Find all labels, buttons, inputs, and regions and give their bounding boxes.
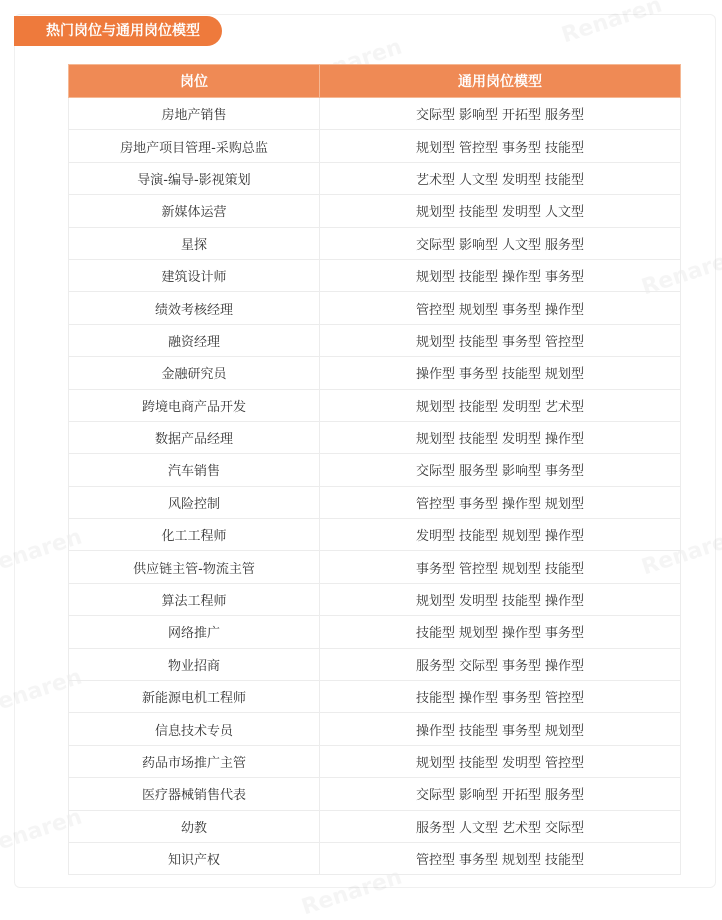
model-cell bbox=[320, 130, 681, 162]
model-tag: 技能型 bbox=[458, 334, 498, 350]
model-cell bbox=[320, 842, 681, 874]
model-tag: 事务型 bbox=[458, 853, 498, 869]
model-tag: 操作型 bbox=[502, 626, 542, 642]
job-cell: 算法工程师 bbox=[69, 583, 320, 615]
model-cell bbox=[320, 259, 681, 291]
section-title: 热门岗位与通用岗位模型 bbox=[14, 16, 222, 46]
model-cell bbox=[320, 454, 681, 486]
model-cell bbox=[320, 195, 681, 227]
job-cell: 绩效考核经理 bbox=[69, 292, 320, 324]
job-cell: 医疗器械销售代表 bbox=[69, 778, 320, 810]
model-tag: 管控型 bbox=[415, 853, 455, 869]
model-tag: 规划型 bbox=[502, 561, 542, 577]
model-tag: 服务型 bbox=[415, 820, 455, 836]
model-tag: 规划型 bbox=[415, 594, 455, 610]
table-row bbox=[69, 389, 681, 421]
model-tag: 操作型 bbox=[415, 367, 455, 383]
model-tag: 服务型 bbox=[545, 237, 585, 253]
model-cell bbox=[320, 681, 681, 713]
job-cell: 新媒体运营 bbox=[69, 195, 320, 227]
model-tag: 服务型 bbox=[545, 108, 585, 124]
model-tag: 影响型 bbox=[458, 788, 498, 804]
job-model-table bbox=[68, 64, 681, 875]
model-tag: 技能型 bbox=[458, 756, 498, 771]
job-cell: 网络推广 bbox=[69, 616, 320, 648]
model-tag: 交际型 bbox=[458, 658, 498, 674]
model-tag: 事务型 bbox=[545, 270, 585, 286]
model-cell bbox=[320, 421, 681, 453]
table-row bbox=[69, 259, 681, 291]
model-cell bbox=[320, 324, 681, 356]
model-cell bbox=[320, 551, 681, 583]
model-tag: 发明型 bbox=[502, 205, 542, 221]
table-row bbox=[69, 195, 681, 227]
job-cell: 化工工程师 bbox=[69, 519, 320, 551]
model-cell bbox=[320, 648, 681, 680]
model-tag: 发明型 bbox=[502, 756, 542, 771]
column-header-model: 通用岗位模型 bbox=[320, 65, 681, 98]
model-tag: 影响型 bbox=[458, 237, 498, 253]
job-cell: 新能源电机工程师 bbox=[69, 681, 320, 713]
model-tag: 发明型 bbox=[502, 399, 542, 415]
job-cell: 金融研究员 bbox=[69, 357, 320, 389]
model-cell bbox=[320, 357, 681, 389]
job-cell: 信息技术专员 bbox=[69, 713, 320, 745]
model-tag: 开拓型 bbox=[502, 108, 542, 124]
model-cell bbox=[320, 98, 681, 130]
model-tag: 技能型 bbox=[415, 691, 455, 707]
model-tag: 事务型 bbox=[502, 658, 542, 674]
model-tag: 技能型 bbox=[545, 853, 585, 869]
model-cell bbox=[320, 778, 681, 810]
model-tag: 管控型 bbox=[545, 691, 585, 707]
model-tag: 艺术型 bbox=[502, 820, 542, 836]
model-cell bbox=[320, 519, 681, 551]
model-tag: 发明型 bbox=[502, 172, 542, 188]
model-tag: 规划型 bbox=[415, 432, 455, 448]
table-row bbox=[69, 162, 681, 194]
model-tag: 操作型 bbox=[545, 302, 585, 318]
model-tag: 事务型 bbox=[458, 367, 498, 383]
job-cell: 建筑设计师 bbox=[69, 259, 320, 291]
table-row bbox=[69, 454, 681, 486]
model-tag: 规划型 bbox=[545, 367, 585, 383]
table-row bbox=[69, 778, 681, 810]
model-tag: 服务型 bbox=[458, 464, 498, 480]
model-tag: 规划型 bbox=[415, 756, 455, 771]
job-cell: 导演-编导-影视策划 bbox=[69, 162, 320, 194]
model-tag: 规划型 bbox=[458, 302, 498, 318]
model-tag: 操作型 bbox=[545, 658, 585, 674]
job-cell: 星探 bbox=[69, 227, 320, 259]
model-tag: 技能型 bbox=[458, 723, 498, 739]
model-tag: 艺术型 bbox=[415, 172, 455, 188]
job-cell: 知识产权 bbox=[69, 842, 320, 874]
model-tag: 影响型 bbox=[458, 108, 498, 124]
model-tag: 开拓型 bbox=[502, 788, 542, 804]
model-tag: 规划型 bbox=[415, 270, 455, 286]
model-tag: 服务型 bbox=[545, 788, 585, 804]
table-row bbox=[69, 130, 681, 162]
model-cell bbox=[320, 810, 681, 842]
model-tag: 技能型 bbox=[502, 594, 542, 610]
job-cell: 风险控制 bbox=[69, 486, 320, 518]
model-tag: 操作型 bbox=[545, 529, 585, 545]
model-tag: 管控型 bbox=[458, 561, 498, 577]
model-tag: 管控型 bbox=[545, 756, 585, 771]
table-row bbox=[69, 486, 681, 518]
model-tag: 技能型 bbox=[458, 205, 498, 221]
model-tag: 操作型 bbox=[545, 432, 585, 448]
table-row bbox=[69, 648, 681, 680]
table-row bbox=[69, 713, 681, 745]
job-cell: 房地产项目管理-采购总监 bbox=[69, 130, 320, 162]
table-row bbox=[69, 842, 681, 874]
model-tag: 事务型 bbox=[502, 723, 542, 739]
model-tag: 技能型 bbox=[502, 367, 542, 383]
model-tag: 管控型 bbox=[458, 140, 498, 156]
table-row bbox=[69, 745, 681, 777]
model-cell bbox=[320, 162, 681, 194]
model-cell bbox=[320, 227, 681, 259]
job-cell: 汽车销售 bbox=[69, 454, 320, 486]
model-cell bbox=[320, 389, 681, 421]
model-tag: 事务型 bbox=[502, 140, 542, 156]
job-cell: 物业招商 bbox=[69, 648, 320, 680]
model-tag: 管控型 bbox=[545, 334, 585, 350]
model-tag: 操作型 bbox=[545, 594, 585, 610]
table-row bbox=[69, 616, 681, 648]
model-tag: 影响型 bbox=[502, 464, 542, 480]
model-tag: 操作型 bbox=[415, 723, 455, 739]
job-cell: 跨境电商产品开发 bbox=[69, 389, 320, 421]
job-cell: 数据产品经理 bbox=[69, 421, 320, 453]
table-row bbox=[69, 324, 681, 356]
model-cell bbox=[320, 583, 681, 615]
table-header-row bbox=[69, 65, 681, 98]
model-cell bbox=[320, 713, 681, 745]
model-tag: 技能型 bbox=[545, 172, 585, 188]
model-tag: 交际型 bbox=[415, 237, 455, 253]
model-cell bbox=[320, 292, 681, 324]
table-row bbox=[69, 551, 681, 583]
model-tag: 事务型 bbox=[502, 691, 542, 707]
table-row bbox=[69, 681, 681, 713]
model-tag: 人文型 bbox=[458, 820, 498, 836]
table-row bbox=[69, 227, 681, 259]
model-tag: 规划型 bbox=[458, 626, 498, 642]
model-tag: 操作型 bbox=[458, 691, 498, 707]
table-row bbox=[69, 98, 681, 130]
model-tag: 规划型 bbox=[415, 205, 455, 221]
job-cell: 药品市场推广主管 bbox=[69, 745, 320, 777]
job-cell: 融资经理 bbox=[69, 324, 320, 356]
model-tag: 规划型 bbox=[502, 529, 542, 545]
model-tag: 技能型 bbox=[545, 561, 585, 577]
model-tag: 规划型 bbox=[415, 140, 455, 156]
model-tag: 事务型 bbox=[458, 496, 498, 512]
model-cell bbox=[320, 486, 681, 518]
model-tag: 规划型 bbox=[545, 496, 585, 512]
model-tag: 技能型 bbox=[458, 399, 498, 415]
model-tag: 操作型 bbox=[502, 496, 542, 512]
model-tag: 服务型 bbox=[415, 658, 455, 674]
model-tag: 事务型 bbox=[415, 561, 455, 577]
table-row bbox=[69, 357, 681, 389]
model-tag: 发明型 bbox=[458, 594, 498, 610]
model-tag: 人文型 bbox=[458, 172, 498, 188]
job-cell: 供应链主管-物流主管 bbox=[69, 551, 320, 583]
model-tag: 事务型 bbox=[502, 302, 542, 318]
model-tag: 事务型 bbox=[545, 464, 585, 480]
model-tag: 交际型 bbox=[415, 464, 455, 480]
job-cell: 房地产销售 bbox=[69, 98, 320, 130]
model-tag: 艺术型 bbox=[545, 399, 585, 415]
model-tag: 事务型 bbox=[502, 334, 542, 350]
model-tag: 规划型 bbox=[415, 399, 455, 415]
model-tag: 交际型 bbox=[545, 820, 585, 836]
model-tag: 操作型 bbox=[502, 270, 542, 286]
model-tag: 技能型 bbox=[545, 140, 585, 156]
model-tag: 发明型 bbox=[415, 529, 455, 545]
table-row bbox=[69, 810, 681, 842]
table-row bbox=[69, 421, 681, 453]
column-header-job: 岗位 bbox=[69, 65, 320, 98]
model-tag: 交际型 bbox=[415, 108, 455, 124]
model-tag: 技能型 bbox=[458, 270, 498, 286]
model-cell bbox=[320, 616, 681, 648]
table-row bbox=[69, 292, 681, 324]
job-cell: 幼教 bbox=[69, 810, 320, 842]
model-tag: 管控型 bbox=[415, 496, 455, 512]
model-tag: 技能型 bbox=[458, 432, 498, 448]
model-tag: 技能型 bbox=[415, 626, 455, 642]
model-tag: 发明型 bbox=[502, 432, 542, 448]
model-tag: 管控型 bbox=[415, 302, 455, 318]
model-tag: 人文型 bbox=[545, 205, 585, 221]
table-row bbox=[69, 583, 681, 615]
model-tag: 交际型 bbox=[415, 788, 455, 804]
model-tag: 事务型 bbox=[545, 626, 585, 642]
model-tag: 规划型 bbox=[545, 723, 585, 739]
model-cell bbox=[320, 745, 681, 777]
model-tag: 技能型 bbox=[458, 529, 498, 545]
model-tag: 规划型 bbox=[415, 334, 455, 350]
model-tag: 规划型 bbox=[502, 853, 542, 869]
table-row bbox=[69, 519, 681, 551]
model-tag: 人文型 bbox=[502, 237, 542, 253]
